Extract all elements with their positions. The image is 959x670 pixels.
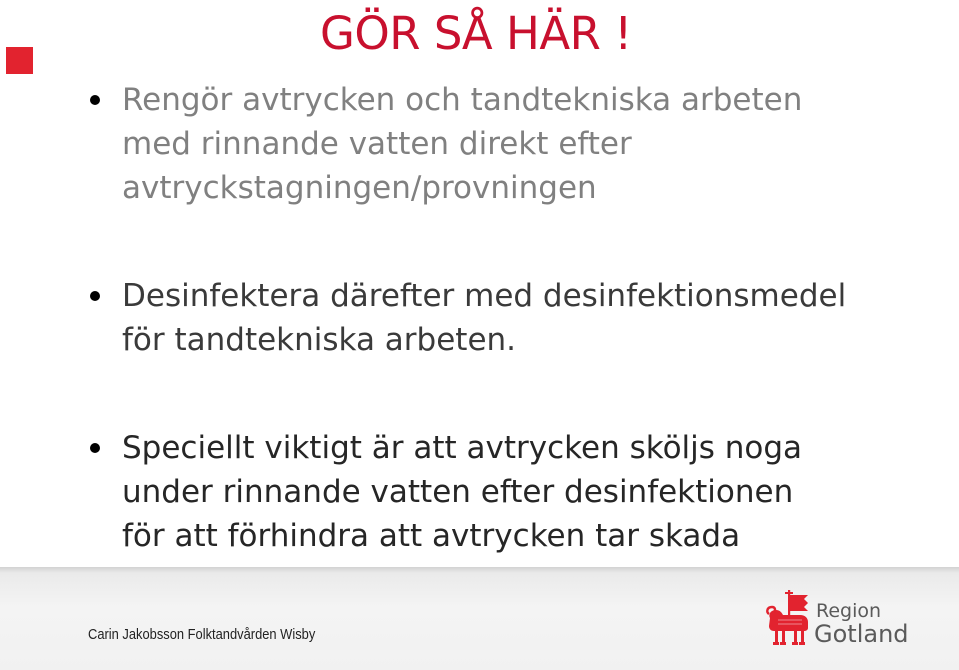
region-gotland-logo <box>764 588 924 652</box>
logo-gotland-text: Gotland <box>814 620 909 648</box>
bullet-list <box>86 78 946 558</box>
bullet-line: avtryckstagningen/provningen <box>122 170 597 206</box>
bullet-item-disinfect <box>86 274 946 362</box>
bullet-line: Desinfektera därefter med desinfektionsmedel <box>122 278 847 314</box>
slide-title: GÖR SÅ HÄR ! <box>320 7 632 60</box>
bullet-line: Rengör avtrycken och tandtekniska arbeten <box>122 82 803 118</box>
bullet-line: med rinnande vatten direkt efter <box>122 126 632 162</box>
bullet-dot-icon <box>90 291 100 301</box>
bullet-item-important <box>86 426 946 558</box>
bullet-item-rinse <box>86 78 946 210</box>
bullet-line: för att förhindra att avtrycken tar skada <box>122 518 741 554</box>
bullet-line: för tandtekniska arbeten. <box>122 322 517 358</box>
bullet-dot-icon <box>90 95 100 105</box>
gotland-ram-flag-icon <box>764 588 812 648</box>
bullet-line: under rinnande vatten efter desinfektionen <box>122 474 794 510</box>
bullet-dot-icon <box>90 443 100 453</box>
bullet-line: Speciellt viktigt är att avtrycken sköljs noga <box>122 430 803 466</box>
logo-region-text: Region <box>816 600 882 622</box>
accent-square <box>6 47 33 74</box>
footer-author: Carin Jakobsson Folktandvården Wisby <box>88 626 316 643</box>
